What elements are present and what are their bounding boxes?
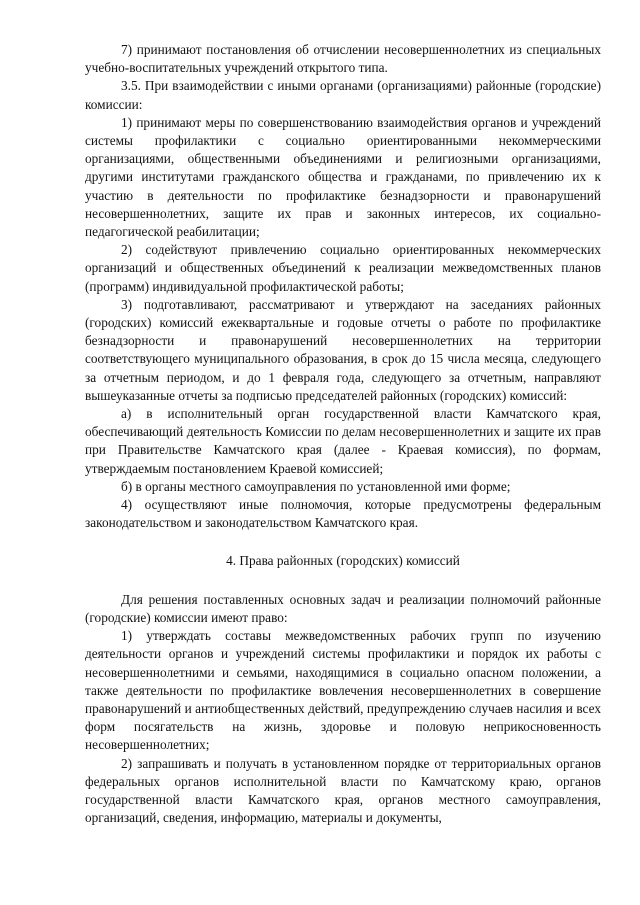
- paragraph-rights-intro: Для решения поставленных основных задач и реализации полномочий районные (городские) комиссии имеют право:: [85, 591, 601, 625]
- paragraph-7-expulsion: 7) принимают постановления об отчислении несовершеннолетних из специальных учебно-воспитательных учреждений открытого типа.: [85, 42, 601, 76]
- paragraph-2-request-info: 2) запрашивать и получать в установленном порядке от территориальных органов федеральных органов исполнительной власти по Камчатскому краю, органов государственной власти Камчатского края, органов местного самоуправления, организаций, сведения, информацию, материалы и документы,: [85, 755, 601, 826]
- paragraph-1-working-groups: 1) утверждать составы межведомственных рабочих групп по изучению деятельности органов и учреждений системы профилактики и порядок их работы с несовершеннолетними и семьями, находящимися в социально опасном положении, а также деятельности по профилактике вовлечения несовершеннолетних в совершение правонарушений и антиобщественных действий, предупреждению случаев насилия и всех форм посягательств на жизнь, здоровье и половую неприкосновенность несовершеннолетних;: [85, 628, 601, 753]
- paragraph-3-reports: 3) подготавливают, рассматривают и утверждают на заседаниях районных (городских) комиссий ежеквартальные и годовые отчеты о работе по профилактике безнадзорности и правонарушений несовершеннолетних на территории соответствующего муниципального образования, в срок до 15 числа месяца, следующего за отчетным периодом, и до 1 февраля года, следующего за отчетным, направляют вышеуказанные отчеты за подписью председателей районных (городских) комиссий:: [85, 296, 601, 403]
- paragraph-b-local-government: б) в органы местного самоуправления по установленной ими форме;: [121, 478, 511, 494]
- paragraph-3-5-interaction: 3.5. При взаимодействии с иными органами (организациями) районные (городские) комиссии:: [85, 78, 601, 112]
- paragraph-1-measures: 1) принимают меры по совершенствованию взаимодействия органов и учреждений системы профилактики с социально ориентированными некоммерческими организациями, общественными объединениями и религиозными организациями, другими институтами гражданского общества и гражданами, по привлечению их к участию в деятельности по профилактике безнадзорности и правонарушений несовершеннолетних, защите их прав и законных интересов, их социально-педагогической реабилитации;: [85, 114, 601, 240]
- section-heading: 4. Права районных (городских) комиссий: [226, 553, 460, 569]
- paragraph-a-executive-body: а) в исполнительный орган государственной власти Камчатского края, обеспечивающий деятельность Комиссии по делам несовершеннолетних и защите их прав при Правительстве Камчатского края (далее - Краевая комиссия), по формам, утверждаемым постановлением Краевой комиссией;: [85, 406, 601, 476]
- paragraph-2-assist: 2) содействуют привлечению социально ориентированных некоммерческих организаций и общественных объединений к реализации межведомственных планов (программ) индивидуальной профилактической работы;: [85, 242, 601, 294]
- document-page: [85, 41, 601, 827]
- paragraph-4-other-powers: 4) осуществляют иные полномочия, которые предусмотрены федеральным законодательством и законодательством Камчатского края.: [85, 497, 601, 531]
